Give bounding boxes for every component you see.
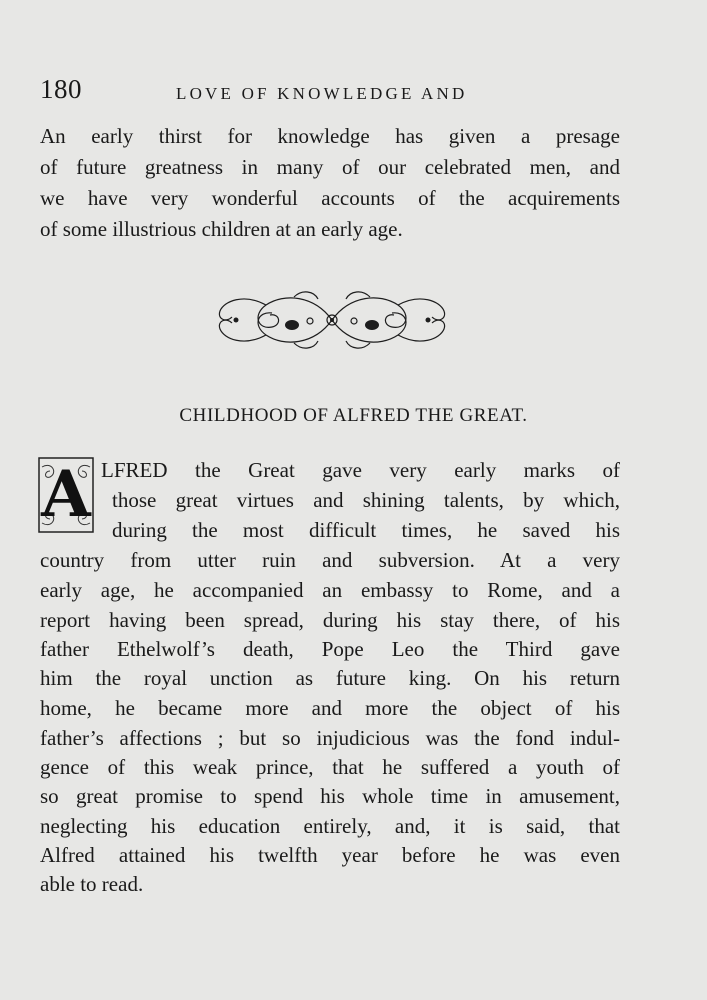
running-title: LOVE OF KNOWLEDGE AND <box>176 84 468 103</box>
body-line: early age, he accompanied an embassy to Rome, and a <box>40 578 620 602</box>
body-line: gence of this weak prince, that he suffered a youth of <box>40 755 620 779</box>
body-line: Alfred attained his twelfth year before he was even <box>40 843 620 867</box>
body-line: those great virtues and shining talents, by which, <box>112 488 620 512</box>
body-line: father’s affections ; but so injudicious was the fond indul- <box>40 726 620 750</box>
body-line: neglecting his education entirely, and, it is said, that <box>40 814 620 838</box>
body-line: father Ethelwolf’s death, Pope Leo the Third gave <box>40 637 620 661</box>
body-line: report having been spread, during his stay there, of his <box>40 608 620 632</box>
floral-scroll-ornament-icon <box>214 285 450 355</box>
drop-cap-letter: A <box>41 457 91 532</box>
body-line: during the most difficult times, he saved his <box>112 518 620 542</box>
body-line: able to read. <box>40 872 144 896</box>
intro-line: An early thirst for knowledge has given a presage <box>40 124 620 148</box>
body-line: home, he became more and more the object of his <box>40 696 620 720</box>
body-line: LFRED the Great gave very early marks of <box>101 458 620 482</box>
intro-line: of some illustrious children at an early age. <box>40 217 403 241</box>
body-line: country from utter ruin and subversion. At a very <box>40 548 620 572</box>
intro-line: of future greatness in many of our celebrated men, and <box>40 155 620 179</box>
body-line: him the royal unction as future king. On his return <box>40 666 620 690</box>
page-number: 180 <box>40 74 82 104</box>
section-heading: CHILDHOOD OF ALFRED THE GREAT. <box>179 405 528 426</box>
intro-line: we have very wonderful accounts of the acquirements <box>40 186 620 210</box>
body-line: so great promise to spend his whole time in amusement, <box>40 784 620 808</box>
drop-cap <box>38 457 94 533</box>
